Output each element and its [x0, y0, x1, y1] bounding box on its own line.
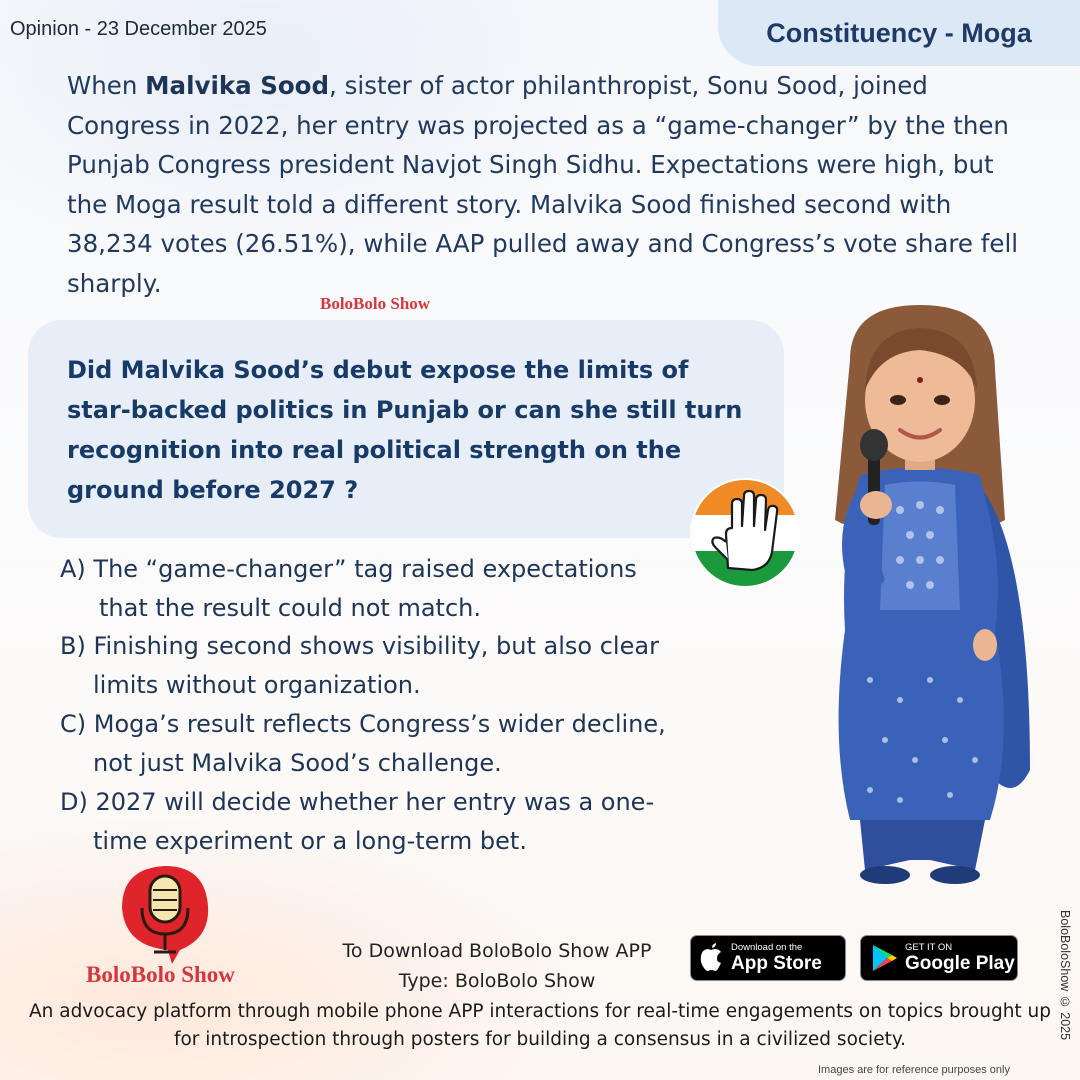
download-instruction: To Download BoloBolo Show APP — [342, 940, 652, 962]
google-play-button[interactable] — [860, 935, 1018, 981]
apple-icon — [691, 938, 731, 978]
app-store-label: App Store — [731, 952, 822, 974]
option-a-line1: A) The “game-changer” tag raised expectations — [60, 555, 637, 583]
app-store-button[interactable] — [690, 935, 846, 981]
google-play-label: Google Play — [905, 952, 1015, 974]
microphone-icon — [110, 858, 220, 968]
option-c-line1: C) Moga’s result reflects Congress’s wider decline, — [60, 710, 666, 738]
politician-illustration — [790, 300, 1050, 900]
play-triangle-icon — [861, 938, 905, 978]
party-symbol-badge — [692, 480, 798, 586]
copyright-credit: BoloBoloShow © 2025 — [1058, 910, 1072, 1041]
constituency-label: Constituency - Moga — [766, 17, 1032, 48]
intro-lead-name: Malvika Sood — [145, 71, 330, 100]
intro-lead-word: When — [67, 71, 138, 100]
date-label: Opinion - 23 December 2025 — [10, 18, 267, 40]
brand-watermark: BoloBolo Show — [320, 294, 431, 313]
option-a-line2: that the result could not match. — [99, 594, 481, 622]
option-c-line2: not just Malvika Sood’s challenge. — [93, 749, 502, 777]
option-c[interactable] — [60, 705, 760, 783]
option-b[interactable] — [60, 627, 760, 705]
image-disclaimer: Images are for reference purposes only — [818, 1064, 1010, 1076]
download-search-hint: Type: BoloBolo Show — [398, 970, 596, 992]
hand-icon — [692, 480, 798, 586]
intro-paragraph — [67, 66, 1037, 303]
google-play-small-label: GET IT ON — [905, 941, 953, 953]
constituency-badge — [718, 0, 1080, 66]
footer-brand-name: BoloBolo Show — [86, 962, 235, 987]
intro-text: , sister of actor philanthropist, Sonu Sood, joined Congress in 2022, her entry was projected as a “game-changer” by the then Punjab Congress president Navjot Singh Sidhu. Expectations were high, but the Moga result told a different story. Malvika Sood finished second with 38,234 votes (26.51%), while AAP pulled away and Congress’s vote share fell sharply. — [67, 71, 1019, 298]
option-b-line2: limits without organization. — [93, 671, 421, 699]
platform-tagline: An advocacy platform through mobile phone APP interactions for real-time engagements on topics brought up for introspection through posters for building a consensus in a civilized society. — [28, 1001, 1052, 1050]
option-d-line1: D) 2027 will decide whether her entry was a one- — [60, 788, 655, 816]
option-d-line2: time experiment or a long-term bet. — [93, 827, 527, 855]
question-text: Did Malvika Sood’s debut expose the limits of star-backed politics in Punjab or can she still turn recognition into real political strength on the ground before 2027 ? — [67, 356, 743, 504]
option-a[interactable] — [60, 550, 760, 628]
option-b-line1: B) Finishing second shows visibility, but also clear — [60, 632, 659, 660]
option-d[interactable] — [60, 783, 760, 861]
app-store-small-label: Download on the — [731, 941, 803, 953]
